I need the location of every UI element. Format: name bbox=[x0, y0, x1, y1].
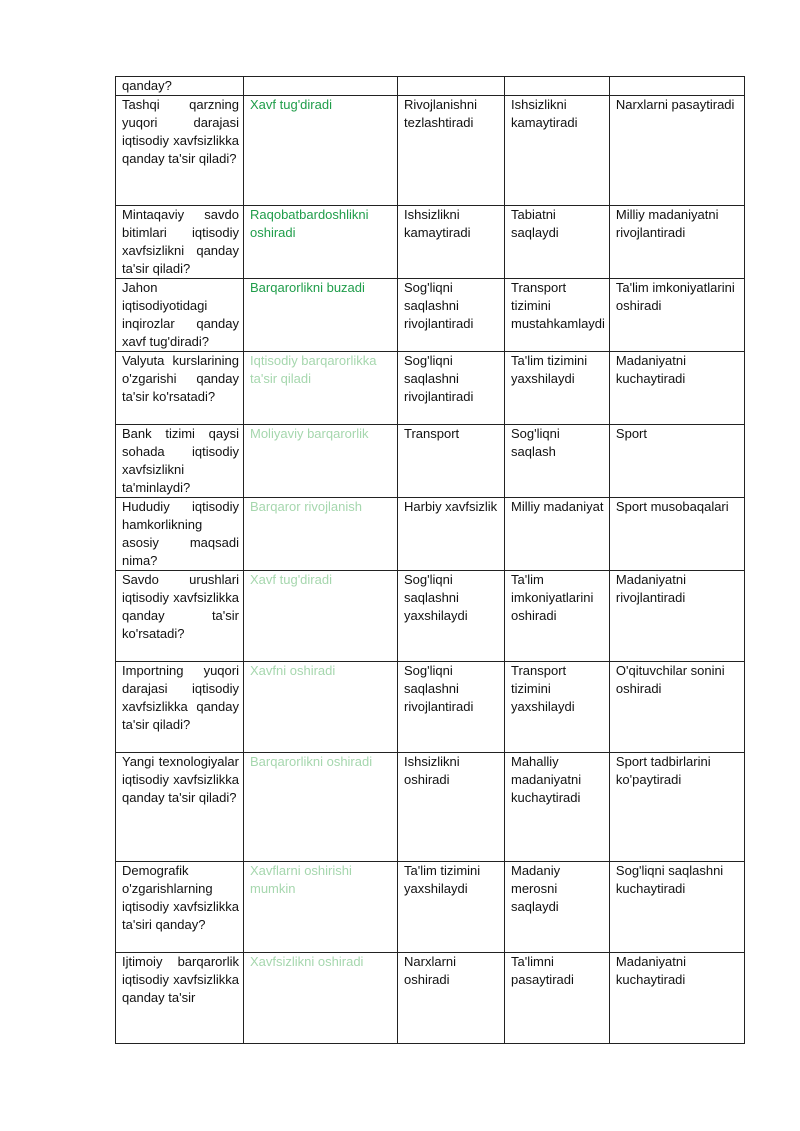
answer-cell: Xavflarni oshirishi mumkin bbox=[244, 862, 398, 953]
table-row bbox=[116, 425, 745, 498]
question-cell: Valyuta kurslarining o'zgarishi qanday ta'sir ko'rsatadi? bbox=[116, 352, 244, 425]
answer-cell: Xavf tug'diradi bbox=[244, 571, 398, 662]
table-row bbox=[116, 498, 745, 571]
option-cell: Transport bbox=[398, 425, 505, 498]
quiz-table-body bbox=[116, 77, 745, 1044]
option-cell bbox=[609, 77, 744, 96]
option-cell bbox=[398, 77, 505, 96]
table-row bbox=[116, 571, 745, 662]
option-cell: Milliy madaniyat bbox=[505, 498, 610, 571]
answer-cell: Raqobatbardoshlikni oshiradi bbox=[244, 206, 398, 279]
answer-cell: Xavf tug'diradi bbox=[244, 96, 398, 206]
table-row bbox=[116, 862, 745, 953]
option-cell bbox=[505, 77, 610, 96]
option-cell: Ta'lim imkoniyatlarini oshiradi bbox=[505, 571, 610, 662]
option-cell: Sport bbox=[609, 425, 744, 498]
option-cell: Rivojlanishni tezlashtiradi bbox=[398, 96, 505, 206]
option-cell: Sport tadbirlarini ko'paytiradi bbox=[609, 753, 744, 862]
option-cell: O'qituvchilar sonini oshiradi bbox=[609, 662, 744, 753]
option-cell: Tabiatni saqlaydi bbox=[505, 206, 610, 279]
question-cell: Bank tizimi qaysi sohada iqtisodiy xavfsizlikni ta'minlaydi? bbox=[116, 425, 244, 498]
answer-cell: Iqtisodiy barqarorlikka ta'sir qiladi bbox=[244, 352, 398, 425]
option-cell: Narxlarni oshiradi bbox=[398, 953, 505, 1044]
option-cell: Sport musobaqalari bbox=[609, 498, 744, 571]
option-cell: Sog'liqni saqlashni rivojlantiradi bbox=[398, 662, 505, 753]
question-cell: qanday? bbox=[116, 77, 244, 96]
option-cell: Sog'liqni saqlashni kuchaytiradi bbox=[609, 862, 744, 953]
table-row bbox=[116, 279, 745, 352]
option-cell: Sog'liqni saqlashni rivojlantiradi bbox=[398, 352, 505, 425]
answer-cell bbox=[244, 77, 398, 96]
answer-cell: Barqaror rivojlanish bbox=[244, 498, 398, 571]
question-cell: Savdo urushlari iqtisodiy xavfsizlikka qanday ta'sir ko'rsatadi? bbox=[116, 571, 244, 662]
option-cell: Ta'limni pasaytiradi bbox=[505, 953, 610, 1044]
option-cell: Ishsizlikni oshiradi bbox=[398, 753, 505, 862]
option-cell: Narxlarni pasaytiradi bbox=[609, 96, 744, 206]
table-row bbox=[116, 206, 745, 279]
option-cell: Ta'lim imkoniyatlarini oshiradi bbox=[609, 279, 744, 352]
question-cell: Hududiy iqtisodiy hamkorlikning asosiy maqsadi nima? bbox=[116, 498, 244, 571]
table-row bbox=[116, 77, 745, 96]
quiz-table bbox=[115, 76, 745, 1044]
question-cell: Ijtimoiy barqarorlik iqtisodiy xavfsizlikka qanday ta'sir bbox=[116, 953, 244, 1044]
table-row bbox=[116, 953, 745, 1044]
answer-cell: Xavfni oshiradi bbox=[244, 662, 398, 753]
option-cell: Transport tizimini yaxshilaydi bbox=[505, 662, 610, 753]
question-cell: Demografik o'zgarishlarning iqtisodiy xavfsizlikka ta'siri qanday? bbox=[116, 862, 244, 953]
option-cell: Harbiy xavfsizlik bbox=[398, 498, 505, 571]
table-row bbox=[116, 753, 745, 862]
option-cell: Madaniyatni kuchaytiradi bbox=[609, 953, 744, 1044]
answer-cell: Xavfsizlikni oshiradi bbox=[244, 953, 398, 1044]
option-cell: Transport tizimini mustahkamlaydi bbox=[505, 279, 610, 352]
table-row bbox=[116, 96, 745, 206]
option-cell: Madaniy merosni saqlaydi bbox=[505, 862, 610, 953]
table-row bbox=[116, 662, 745, 753]
option-cell: Madaniyatni kuchaytiradi bbox=[609, 352, 744, 425]
table-row bbox=[116, 352, 745, 425]
question-cell: Tashqi qarzning yuqori darajasi iqtisodiy xavfsizlikka qanday ta'sir qiladi? bbox=[116, 96, 244, 206]
option-cell: Milliy madaniyatni rivojlantiradi bbox=[609, 206, 744, 279]
question-cell: Importning yuqori darajasi iqtisodiy xavfsizlikka qanday ta'sir qiladi? bbox=[116, 662, 244, 753]
option-cell: Sog'liqni saqlash bbox=[505, 425, 610, 498]
option-cell: Sog'liqni saqlashni yaxshilaydi bbox=[398, 571, 505, 662]
question-cell: Yangi texnologiyalar iqtisodiy xavfsizlikka qanday ta'sir qiladi? bbox=[116, 753, 244, 862]
question-cell: Jahon iqtisodiyotidagi inqirozlar qanday xavf tug'diradi? bbox=[116, 279, 244, 352]
option-cell: Sog'liqni saqlashni rivojlantiradi bbox=[398, 279, 505, 352]
option-cell: Ishsizlikni kamaytiradi bbox=[398, 206, 505, 279]
question-cell: Mintaqaviy savdo bitimlari iqtisodiy xavfsizlikni qanday ta'sir qiladi? bbox=[116, 206, 244, 279]
answer-cell: Barqarorlikni buzadi bbox=[244, 279, 398, 352]
option-cell: Ta'lim tizimini yaxshilaydi bbox=[505, 352, 610, 425]
answer-cell: Moliyaviy barqarorlik bbox=[244, 425, 398, 498]
option-cell: Madaniyatni rivojlantiradi bbox=[609, 571, 744, 662]
option-cell: Ishsizlikni kamaytiradi bbox=[505, 96, 610, 206]
option-cell: Mahalliy madaniyatni kuchaytiradi bbox=[505, 753, 610, 862]
answer-cell: Barqarorlikni oshiradi bbox=[244, 753, 398, 862]
option-cell: Ta'lim tizimini yaxshilaydi bbox=[398, 862, 505, 953]
